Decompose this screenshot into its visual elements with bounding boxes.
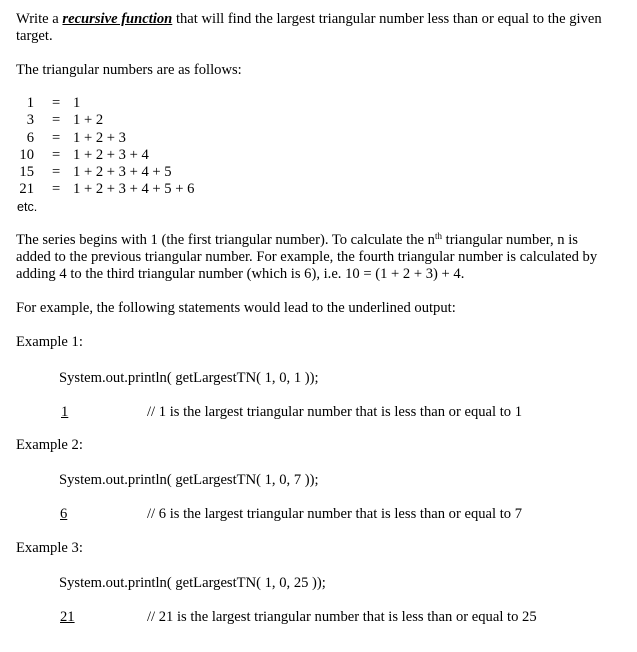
list-heading: The triangular numbers are as follows:: [16, 62, 242, 78]
row-value: 10: [19, 147, 34, 163]
row-equals: =: [52, 95, 61, 111]
example-code: System.out.println( getLargestTN( 1, 0, 1 ));: [59, 370, 319, 386]
example-comment: // 1 is the largest triangular number that is less than or equal to 1: [147, 404, 523, 420]
example-code: System.out.println( getLargestTN( 1, 0, 7 ));: [59, 472, 319, 488]
example-output: 1: [61, 404, 69, 420]
example-label: Example 1:: [16, 334, 83, 350]
row-expression: 1 + 2 + 3 + 4 + 5: [73, 164, 172, 180]
series-paragraph: [16, 232, 616, 283]
row-equals: =: [52, 112, 61, 128]
row-expression: 1 + 2: [73, 112, 104, 128]
row-expression: 1 + 2 + 3 + 4: [73, 147, 149, 163]
intro-paragraph: [16, 11, 616, 45]
example-output: 6: [60, 506, 68, 522]
example-comment: // 21 is the largest triangular number that is less than or equal to 25: [147, 609, 537, 625]
intro-prefix: Write a: [16, 11, 59, 27]
row-value: 15: [19, 164, 34, 180]
example-code: System.out.println( getLargestTN( 1, 0, 25 ));: [59, 575, 326, 591]
superscript-th: th: [434, 231, 442, 241]
etc-label: etc.: [17, 200, 38, 214]
row-expression: 1: [73, 95, 81, 111]
row-equals: =: [52, 147, 61, 163]
row-value: 3: [26, 112, 34, 128]
intro-emphasis: recursive function: [62, 11, 173, 27]
row-equals: =: [52, 181, 61, 197]
row-expression: 1 + 2 + 3 + 4 + 5 + 6: [73, 181, 195, 197]
for-example-sentence: For example, the following statements would lead to the underlined output:: [16, 300, 456, 316]
row-equals: =: [52, 164, 61, 180]
row-expression: 1 + 2 + 3: [73, 130, 126, 146]
example-label: Example 3:: [16, 540, 83, 556]
example-output: 21: [60, 609, 75, 625]
intro-suffix: that will find the largest triangular number less than or equal to the given target.: [16, 11, 602, 44]
example-comment: // 6 is the largest triangular number that is less than or equal to 7: [147, 506, 523, 522]
series-part1: The series begins with 1 (the first triangular number). To calculate the n: [16, 232, 435, 248]
example-label: Example 2:: [16, 437, 83, 453]
row-value: 21: [19, 181, 34, 197]
row-value: 1: [26, 95, 34, 111]
row-value: 6: [26, 130, 34, 146]
row-equals: =: [52, 130, 61, 146]
series-part2: triangular number, n is added to the previous triangular number. For example, the fourth triangular number is calculated by adding 4 to the third triangular number (which is 6), i.e. 10 = (1 + 2 + 3) + 4.: [16, 232, 598, 282]
